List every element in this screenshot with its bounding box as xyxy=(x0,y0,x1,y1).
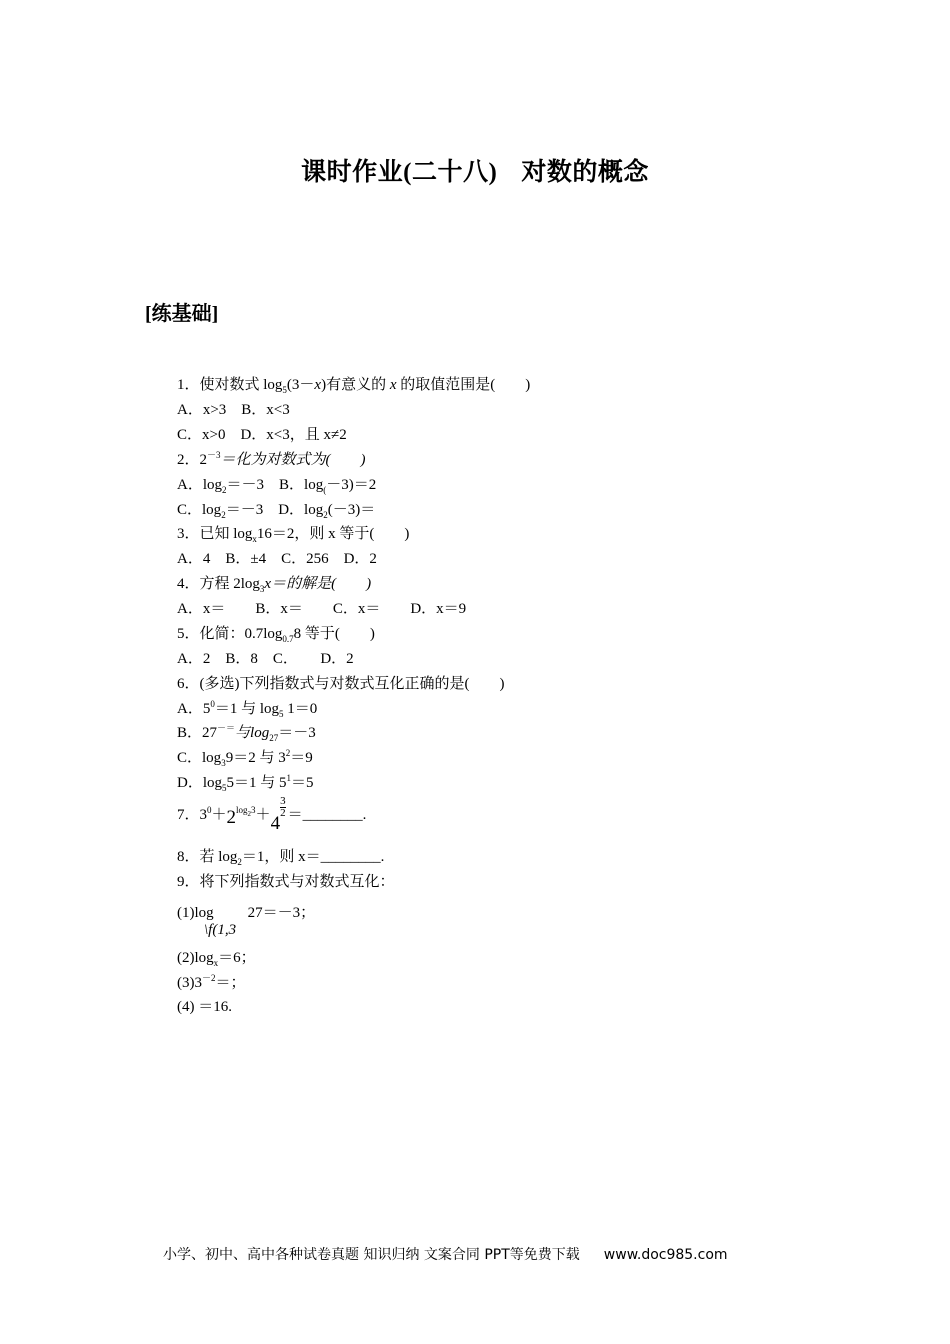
title-main: 课时作业(二十八) xyxy=(301,159,498,186)
question-9-part-3: $(3)3^{-2}=$； xyxy=(177,973,246,991)
title-sub: 对数的概念 xyxy=(521,159,649,186)
question-9-part-1-fraction-code: \f(1,3 xyxy=(204,922,237,938)
question-8: 8．若 $\log_2=1$，则 x＝________. xyxy=(177,849,385,867)
question-7: 7．$3^0+2^{log_23}+4$ $\frac{3}{2}$ ＝________. xyxy=(177,795,367,834)
question-4-stem: 4．方程 $2\log_3x=$的解是( ) xyxy=(177,576,372,594)
question-1-options-cd: C．x>0 D．x<3，且 x≠2 xyxy=(177,427,347,443)
question-6-stem: 6．(多选)下列指数式与对数式互化正确的是( ) xyxy=(177,676,505,692)
page-title xyxy=(0,152,950,188)
question-3-options: A．4 B．±4 C．256 D．2 xyxy=(177,551,377,567)
question-3-stem: 3．已知 $\log_x16=2$，则 x 等于( ) xyxy=(177,526,410,544)
question-2-options-ab: A．$\log_2=-3$ B．$\log_(-3)=2$ xyxy=(177,477,377,495)
question-5-options: A．2 B．8 C． D．2 xyxy=(177,651,354,667)
question-6-option-a: A．$5^0=1$ 与 $\log_5 1=0$ xyxy=(177,699,318,719)
question-9-part-4: (4) ＝16. xyxy=(177,999,232,1015)
question-2-options-cd: C．$\log_2=-3$ D．$\log_2(-3)=$ xyxy=(177,502,376,520)
question-9-part-1: (1)log 27＝－3； xyxy=(177,905,316,921)
question-6-option-c: C．$\log_39=2$ 与 $3^2=9$ xyxy=(177,748,313,768)
question-1-stem: 1．使对数式 $\log_5(3-x)$有意义的 x 的取值范围是( ) xyxy=(177,377,531,395)
question-9-part-2: $(2)\log_x=6$； xyxy=(177,950,256,968)
section-heading: [练基础] xyxy=(145,303,219,325)
question-1-options-ab: A．x>3 B．x<3 xyxy=(177,402,290,418)
footer-text: 小学、初中、高中各种试卷真题 知识归纳 文案合同 PPT等免费下载 xyxy=(163,1247,580,1263)
footer xyxy=(163,1244,728,1264)
question-9-stem: 9．将下列指数式与对数式互化： xyxy=(177,874,395,890)
question-2-stem: 2．$2^{-3}=$化为对数式为( ) xyxy=(177,450,366,468)
question-5-stem: 5．化简：$0.7\log_{0.7}8$ 等于( ) xyxy=(177,626,375,644)
question-6-option-d: D．$\log_55=1$ 与 $5^1=5$ xyxy=(177,773,314,793)
question-6-option-b: B．27－＝与$\log_{27}=-3$ xyxy=(177,723,316,743)
footer-url[interactable]: www.doc985.com xyxy=(603,1247,728,1263)
question-4-options: A．x＝ B．x＝ C．x＝ D．x＝9 xyxy=(177,601,467,617)
